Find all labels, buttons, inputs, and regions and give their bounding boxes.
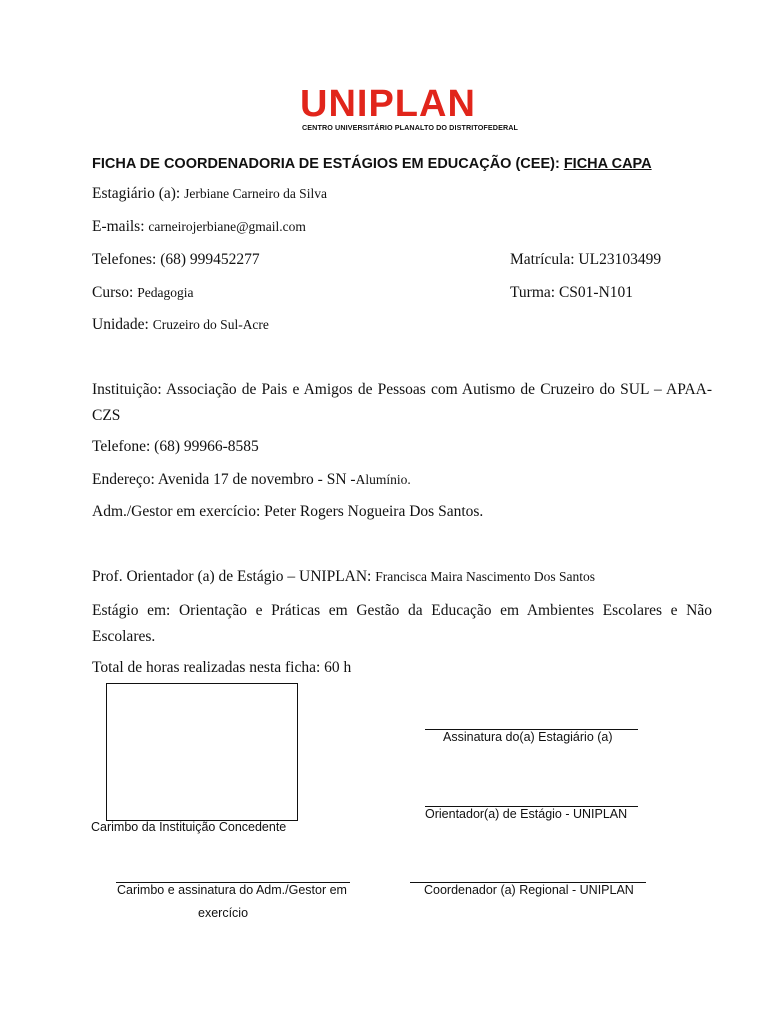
- coordinator-signature-label: Coordenador (a) Regional - UNIPLAN: [424, 883, 634, 897]
- advisor-label: Prof. Orientador (a) de Estágio – UNIPLAN:: [92, 568, 376, 585]
- manager-signature-label-1: Carimbo e assinatura do Adm./Gestor em: [117, 883, 347, 897]
- email-value: carneirojerbiane@gmail.com: [148, 219, 306, 234]
- course-row: [92, 284, 193, 302]
- document-title: [92, 156, 652, 172]
- unit-label: Unidade:: [92, 316, 153, 333]
- total-hours: Total de horas realizadas nesta ficha: 60 h: [92, 659, 352, 676]
- registration-row: Matrícula: UL23103499: [510, 251, 662, 268]
- logo-subtitle: CENTRO UNIVERSITÁRIO PLANALTO DO DISTRITOFEDERAL: [302, 123, 519, 132]
- stamp-caption: Carimbo da Instituição Concedente: [91, 820, 287, 834]
- advisor-row: [92, 568, 595, 586]
- student-name-row: [92, 185, 327, 203]
- address-label: Endereço: Avenida 17 de novembro - SN -: [92, 471, 356, 488]
- phone-row: Telefones: (68) 999452277: [92, 251, 260, 268]
- student-name-label: Estagiário (a):: [92, 185, 185, 202]
- institution-address: [92, 471, 411, 489]
- advisor-signature-label: Orientador(a) de Estágio - UNIPLAN: [425, 807, 628, 821]
- institution-phone: Telefone: (68) 99966-8585: [92, 438, 259, 455]
- course-label: Curso:: [92, 284, 138, 301]
- class-row: Turma: CS01-N101: [510, 284, 634, 301]
- manager-signature-label-2: exercício: [198, 906, 249, 920]
- institution-manager: Adm./Gestor em exercício: Peter Rogers Nogueira Dos Santos.: [92, 503, 484, 520]
- internship-area: Estágio em: Orientação e Práticas em Gestão da Educação em Ambientes Escolares e Não Escolares.: [92, 602, 712, 645]
- title-main: FICHA DE COORDENADORIA DE ESTÁGIOS EM EDUCAÇÃO (CEE):: [92, 156, 564, 172]
- email-row: [92, 218, 306, 236]
- title-underlined: FICHA CAPA: [563, 156, 652, 172]
- unit-row: [92, 316, 269, 334]
- email-label: E-mails:: [92, 218, 149, 235]
- uniplan-logo: UNIPLAN: [300, 83, 476, 125]
- stamp-box: [106, 683, 298, 821]
- advisor-value: Francisca Maira Nascimento Dos Santos: [375, 569, 595, 584]
- student-name-value: Jerbiane Carneiro da Silva: [184, 186, 327, 201]
- address-value: Alumínio.: [355, 472, 411, 487]
- institution-name: Instituição: Associação de Pais e Amigos de Pessoas com Autismo de Cruzeiro do SUL – APAA-CZS: [92, 381, 712, 424]
- course-value: Pedagogia: [137, 285, 194, 300]
- intern-signature-label: Assinatura do(a) Estagiário (a): [443, 730, 613, 744]
- unit-value: Cruzeiro do Sul-Acre: [152, 317, 269, 332]
